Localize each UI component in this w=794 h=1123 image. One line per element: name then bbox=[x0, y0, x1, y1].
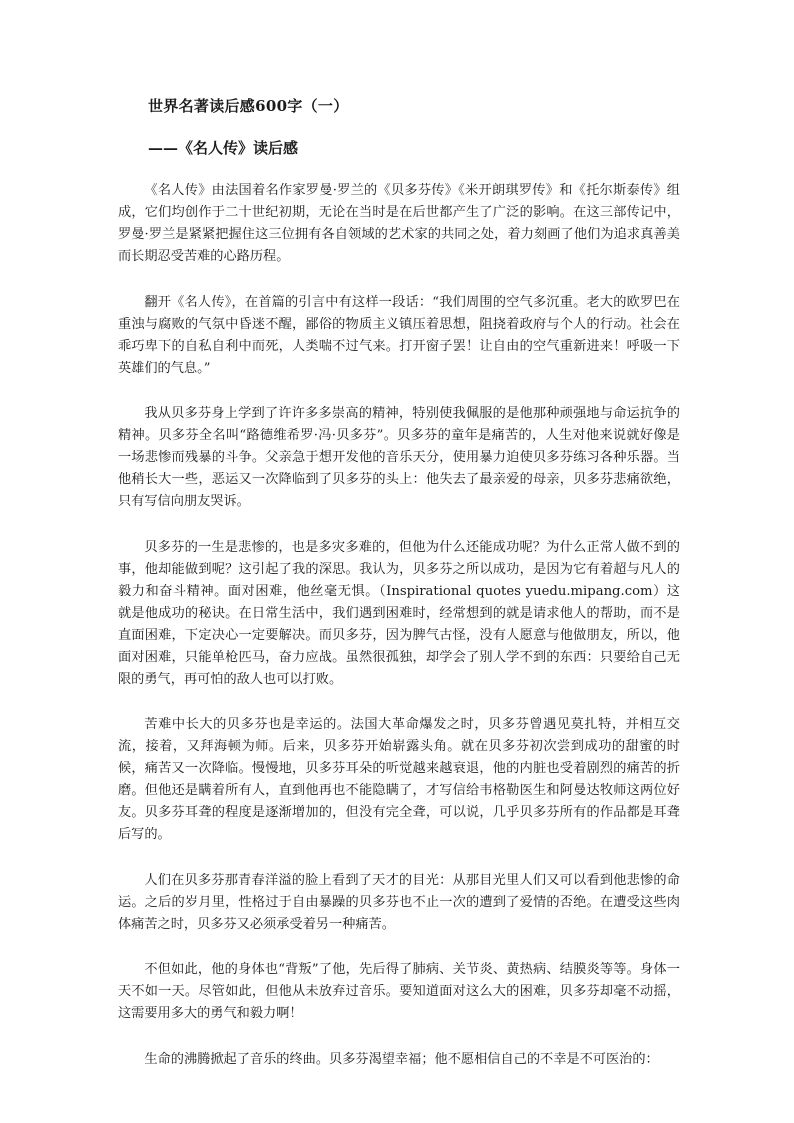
paragraph-2: 翻开《名人传》，在首篇的引言中有这样一段话：“我们周围的空气多沉重。老大的欧罗巴在重浊与腐败的气氛中昏迷不醒，鄙俗的物质主义镇压着思想，阻挠着政府与个人的行动。社会在乖巧卑下的自私自利中而死，人类喘不过气来。打开窗子罢！让自由的空气重新进来！呼吸一下英雄们的气息。” bbox=[118, 294, 680, 376]
document-body bbox=[118, 180, 680, 1094]
document-title: 世界名著读后感600字（一） bbox=[148, 97, 349, 115]
paragraph-6: 人们在贝多芬那青春洋溢的脸上看到了天才的目光：从那目光里人们又可以看到他悲惨的命运。之后的岁月里，性格过于自由暴躁的贝多芬也不止一次的遭到了爱情的否绝。在遭受这些肉体痛苦之时，贝多芬又必须承受着另一种痛苦。 bbox=[118, 872, 680, 932]
paragraph-8: 生命的沸腾掀起了音乐的终曲。贝多芬渴望幸福；他不愿相信自己的不幸是不可医治的： bbox=[144, 1051, 659, 1067]
paragraph-5: 苦难中长大的贝多芬也是幸运的。法国大革命爆发之时，贝多芬曾遇见莫扎特，并相互交流，接着，又拜海顿为师。后来，贝多芬开始崭露头角。就在贝多芬初次尝到成功的甜蜜的时候，痛苦又一次降临。慢慢地，贝多芬耳朵的听觉越来越衰退，他的内脏也受着剧烈的痛苦的折磨。但他还是瞒着所有人，直到他再也不能隐瞒了，才写信给韦格勒医生和阿曼达牧师这两位好友。贝多芬耳聋的程度是逐渐增加的，但没有完全聋，可以说，几乎贝多芬所有的作品都是耳聋后写的。 bbox=[118, 717, 680, 842]
paragraph-3: 我从贝多芬身上学到了许许多多崇高的精神，特别使我佩服的是他那种顽强地与命运抗争的精神。贝多芬全名叫“路德维希罗·冯·贝多芬”。贝多芬的童年是痛苦的，人生对他来说就好像是一场悲惨而残暴的斗争。父亲急于想开发他的音乐天分，使用暴力迫使贝多芬练习各种乐器。当他稍长大一些，恶运又一次降临到了贝多芬的头上：他失去了最亲爱的母亲，贝多芬悲痛欲绝，只有写信向朋友哭诉。 bbox=[118, 406, 680, 509]
document-subtitle: ——《名人传》读后感 bbox=[148, 139, 299, 157]
paragraph-1: 《名人传》由法国着名作家罗曼·罗兰的《贝多芬传》《米开朗琪罗传》和《托尔斯泰传》组成，它们均创作于二十世纪初期，无论在当时是在后世都产生了广泛的影响。在这三部传记中，罗曼·罗兰是紧紧把握住这三位拥有各自领域的艺术家的共同之处，着力刻画了他们为追求真善美而长期忍受苦难的心路历程。 bbox=[118, 183, 680, 264]
paragraph-7: 不但如此，他的身体也“背叛”了他，先后得了肺病、关节炎、黄热病、结膜炎等等。身体一天不如一天。尽管如此，但他从未放弃过音乐。要知道面对这么大的困难，贝多芬却毫不动摇，这需要用多大的勇气和毅力啊！ bbox=[118, 962, 680, 1021]
paragraph-4: 贝多芬的一生是悲惨的，也是多灾多难的，但他为什么还能成功呢？为什么正常人做不到的事，他却能做到呢？这引起了我的深思。我认为，贝多芬之所以成功，是因为它有着超与凡人的毅力和奋斗精神。面对困难，他丝毫无惧。（Inspirational quotes yuedu.mipang.com）这就是他成功的秘诀。在日常生活中，我们遇到困难时，经常想到的就是请求他人的帮助，而不是直面困难，下定决心一定要解决。而贝多芬，因为脾气古怪，没有人愿意与他做朋友，所以，他面对困难，只能单枪匹马，奋力应战。虽然很孤独，却学会了别人学不到的东西：只要给自己无限的勇气，再可怕的敌人也可以打败。 bbox=[118, 539, 680, 687]
